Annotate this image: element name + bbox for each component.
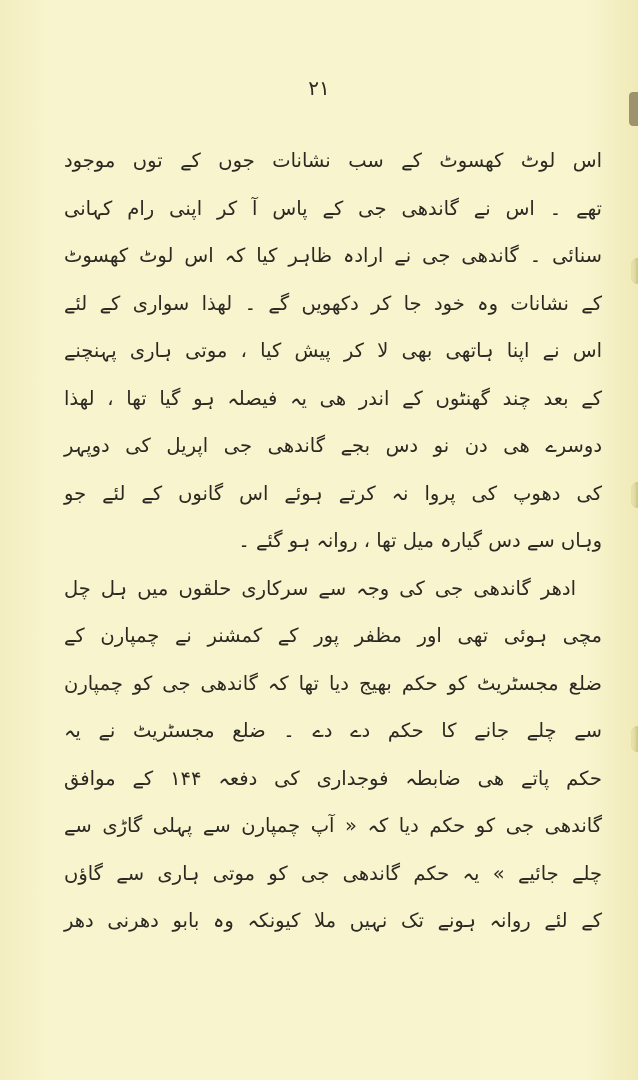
page-number: ۲۱ — [308, 76, 330, 100]
text-line: اس لوٹ کھسوٹ کے سب نشانات جوں کے توں موجود — [64, 149, 602, 172]
text-line: سنائی ۔ گاندھی جی نے ارادہ ظاہر کیا کہ اس لوٹ کھسوٹ — [64, 244, 602, 267]
text-line: چلے جائیے » یہ حکم گاندھی جی کو موتی ہاری سے گاؤں — [64, 861, 602, 885]
text-line: سے چلے جانے کا حکم دے دے ۔ ضلع مجسٹریٹ نے یہ — [64, 719, 602, 742]
text-line: مچی ہوئی تھی اور مظفر پور کے کمشنر نے چمپارن کے — [64, 624, 602, 647]
text-line: حکم پاتے ھی ضابطہ فوجداری کی دفعہ ۱۴۴ کے موافق — [64, 766, 602, 790]
text-line: گاندھی جی کو حکم دیا کہ « آپ چمپارن سے پہلی گاڑی سے — [64, 814, 602, 837]
text-line: دوسرے ھی دن نو دس بجے گاندھی جی اپریل کی دوپہر — [64, 434, 602, 457]
text-line: کی دھوپ کی پروا نہ کرتے ہوئے اس گانوں کے لئے جو — [64, 481, 602, 505]
text-line: وہاں سے دس گیارہ میل تھا ، روانہ ہو گئے ۔ — [238, 529, 602, 552]
page-edge-notch — [631, 258, 638, 284]
text-line: کے بعد چند گھنٹوں کے اندر ھی یہ فیصلہ ہو گیا تھا ، لھذا — [64, 386, 602, 410]
body-text — [64, 137, 602, 945]
text-line: اس نے اپنا ہاتھی بھی لا کر پیش کیا ، موتی ہاری پہنچنے — [64, 339, 602, 362]
page-edge-notch — [631, 726, 638, 752]
text-line: ادھر گاندھی جی کی وجہ سے سرکاری حلقوں میں ہل چل — [64, 576, 576, 600]
text-line: ضلع مجسٹریٹ کو حکم بھیج دیا تھا کہ گاندھی جی کو چمپارن — [64, 671, 602, 695]
text-line: کے لئے روانہ ہونے تک نہیں ملا کیونکہ وہ بابو دھرنی دھر — [64, 909, 602, 932]
text-line: کے نشانات وہ خود جا کر دکھویں گے ۔ لھذا سواری کے لئے — [64, 291, 602, 315]
text-line: تھے ۔ اس نے گاندھی جی کے پاس آ کر اپنی رام کہانی — [64, 196, 602, 220]
page-edge-notch — [631, 482, 638, 508]
